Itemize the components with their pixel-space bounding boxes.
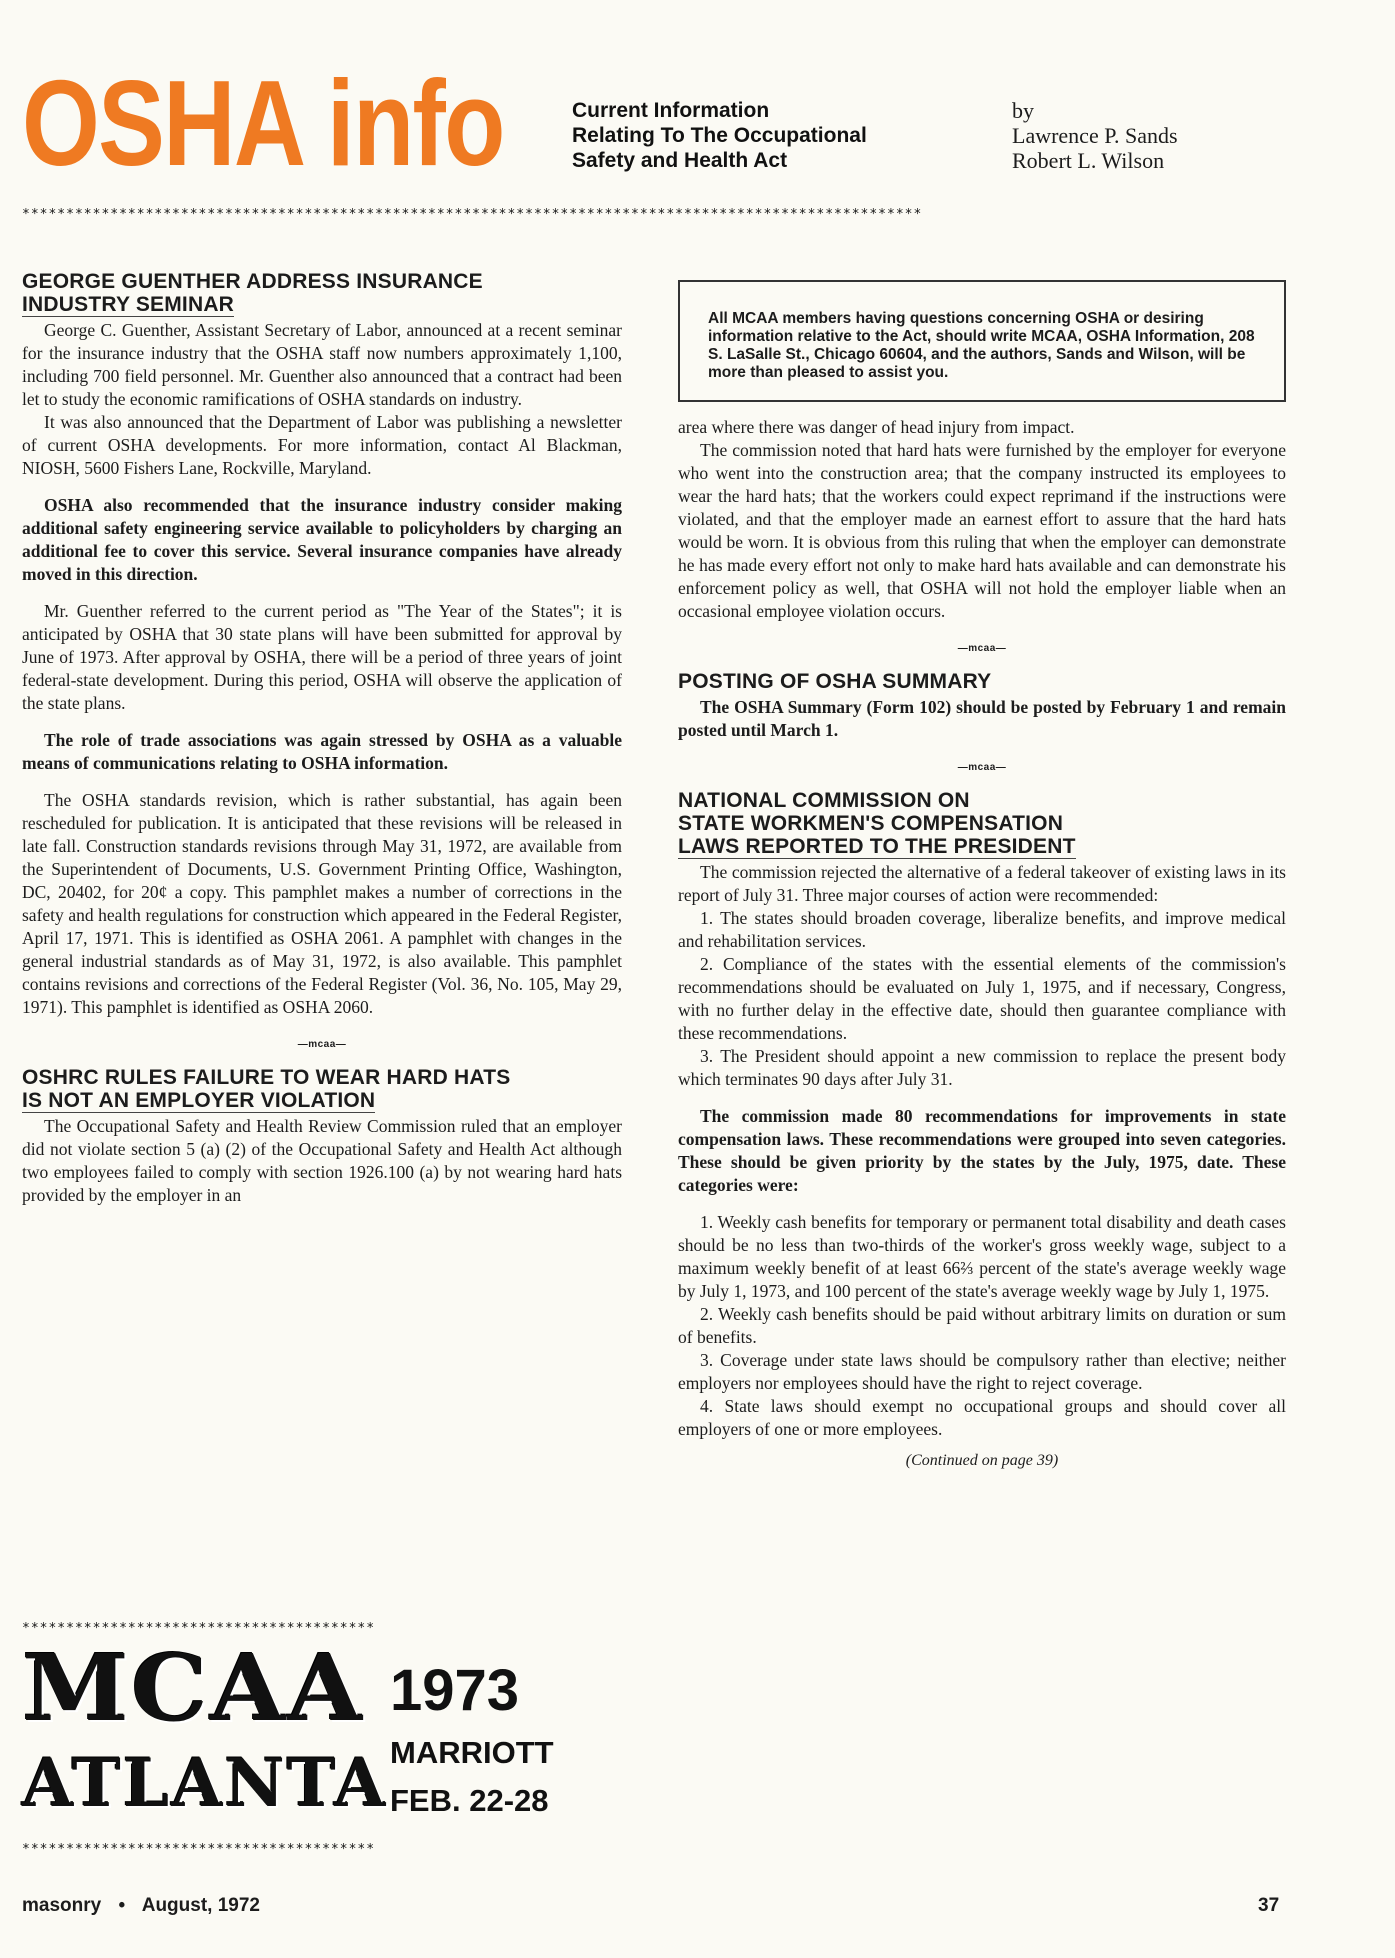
author-byline: by Lawrence P. Sands Robert L. Wilson [1012, 98, 1178, 173]
page-number: 37 [1258, 1895, 1280, 1916]
footer-publication-line [22, 1895, 260, 1917]
list-item: 3. The President should appoint a new commission to replace the present body which terminates 90 days after July 31. [678, 1046, 1286, 1089]
article-heading-oshrc: OSHRC RULES FAILURE TO WEAR HARD HATS IS NOT AN EMPLOYER VIOLATION [22, 1066, 511, 1112]
paragraph: area where there was danger of head injury from impact. [678, 417, 1075, 437]
masthead-subtitle: Current Information Relating To The Occupational Safety and Health Act [572, 99, 867, 172]
paragraph: The OSHA standards revision, which is rather substantial, has again been rescheduled for publication. It is anticipated that these revisions will be released in late fall. Construction standards revisions through May 31, 1972, are available from the Superintendent of Documents, U.S. Government Printing Office, Washington, DC, 20402, for 20¢ a copy. This pamphlet makes a number of corrections in the safety and health regulations for construction which appeared in the Federal Register, April 17, 1971. This is identified as OSHA 2061. A pamphlet with changes in the general industrial standards as of May 31, 1972, is also available. This pamphlet contains revisions and corrections of the Federal Register (Vol. 36, No. 105, May 29, 1971). This pamphlet is identified as OSHA 2060. [22, 790, 622, 1017]
paragraph: The commission noted that hard hats were furnished by the employer for everyone who went into the construction area; that the company instructed its employees to wear the hard hats; that the workers could expect reprimand if the instructions were violated, and that the employer made an earnest effort to assure that the hard hats would be worn. It is obvious from this ruling that when the employer can demonstrate he has made every effort not only to make hard hats available and can demonstrate his enforcement policy as well, that OSHA will not hold the employer liable when an occasional employee violation occurs. [678, 440, 1286, 621]
mcaa-separator: —mcaa— [957, 762, 1007, 773]
convention-dates: FEB. 22-28 [390, 1783, 549, 1818]
paragraph: The Occupational Safety and Health Review Commission ruled that an employer did not violate section 5 (a) (2) of the Occupational Safety and Health Act although two employees failed to comply with section 1926.100 (a) by not wearing hard hats provided by the employer in an [22, 1116, 622, 1205]
issue-date: August, 1972 [141, 1895, 260, 1916]
list-item: 2. Weekly cash benefits should be paid without arbitrary limits on duration or sum of benefits. [678, 1304, 1286, 1347]
right-column [678, 280, 1286, 1472]
convention-venue: MARRIOTT [390, 1735, 554, 1770]
list-item: 1. The states should broaden coverage, liberalize benefits, and improve medical and rehabilitation services. [678, 908, 1286, 951]
list-item: 1. Weekly cash benefits for temporary or permanent total disability and death cases should be no less than two-thirds of the worker's gross weekly wage, subject to a maximum weekly benefit of at least 66⅔ percent of the state's average weekly wage by July 1, 1973, and 100 percent of the state's average weekly wage by July 1, 1975. [678, 1212, 1286, 1301]
mcaa-separator: —mcaa— [957, 643, 1007, 654]
paragraph: George C. Guenther, Assistant Secretary of Labor, announced at a recent seminar for the insurance industry that the OSHA staff now numbers approximately 1,100, including 700 field personnel. Mr. Guenther also announced that a contract had been let to study the economic ramifications of OSHA standards on industry. [22, 320, 622, 409]
osha-info-logo: OSHA info [22, 55, 504, 191]
list-item: 2. Compliance of the states with the essential elements of the commission's recommendations should be evaluated on July 1, 1975, and if necessary, Congress, with no further delay in the effective date, should then guarantee compliance with these recommendations. [678, 954, 1286, 1043]
mcaa-ornate-lettering: MCAA [22, 1634, 365, 1742]
ad-star-rule-bottom: **************************************** [22, 1842, 376, 1857]
article-heading-posting: POSTING OF OSHA SUMMARY [678, 670, 992, 693]
paragraph-bold: The OSHA Summary (Form 102) should be posted by February 1 and remain posted until March 1. [678, 697, 1286, 740]
paragraph: The commission rejected the alternative of a federal takeover of existing laws in its report of July 31. Three major courses of action were recommended: [678, 862, 1286, 905]
convention-year: 1973 [390, 1658, 520, 1723]
paragraph: Mr. Guenther referred to the current period as "The Year of the States"; it is anticipated by OSHA that 30 state plans will have been submitted for approval by June of 1973. After approval by OSHA, there will be a period of three years of joint federal-state development. During this period, OSHA will observe the application of the state plans. [22, 601, 622, 713]
left-column [22, 270, 622, 1207]
mcaa-separator: —mcaa— [297, 1039, 347, 1050]
article-heading-ncsw: NATIONAL COMMISSION ON STATE WORKMEN'S COMPENSATION LAWS REPORTED TO THE PRESIDENT [678, 789, 1076, 858]
article-heading-guenther: GEORGE GUENTHER ADDRESS INSURANCE INDUSTRY SEMINAR [22, 270, 483, 316]
contact-info-box: All MCAA members having questions concerning OSHA or desiring information relative to the Act, should write MCAA, OSHA Information, 208 S. LaSalle St., Chicago 60604, and the authors, Sands and Wilson, will be more than pleased to assist you. [678, 280, 1286, 402]
ad-star-rule-top: **************************************** [22, 1621, 376, 1636]
list-item: 3. Coverage under state laws should be compulsory rather than elective; neither employers nor employees should have the right to reject coverage. [678, 1350, 1286, 1393]
continued-note: (Continued on page 39) [905, 1452, 1059, 1469]
masthead-star-rule: ****************************************************************************************************** [22, 207, 923, 222]
list-item: 4. State laws should exempt no occupational groups and should cover all employers of one or more employees. [678, 1396, 1286, 1439]
paragraph-bold: The role of trade associations was again stressed by OSHA as a valuable means of communications relating to OSHA information. [22, 730, 622, 773]
publication-name: masonry [22, 1895, 102, 1916]
bullet-separator: • [118, 1895, 126, 1916]
paragraph-bold: OSHA also recommended that the insurance industry consider making additional safety engineering service available to policyholders by charging an additional fee to cover this service. Several insurance companies have already moved in this direction. [22, 495, 622, 584]
paragraph-bold: The commission made 80 recommendations for improvements in state compensation laws. These recommendations were grouped into seven categories. These should be given priority by the states by the July, 1975, date. These categories were: [678, 1106, 1286, 1195]
paragraph: It was also announced that the Department of Labor was publishing a newsletter of current OSHA developments. For more information, contact Al Blackman, NIOSH, 5600 Fishers Lane, Rockville, Maryland. [22, 412, 622, 478]
atlanta-ornate-lettering: ATLANTA [22, 1744, 388, 1822]
